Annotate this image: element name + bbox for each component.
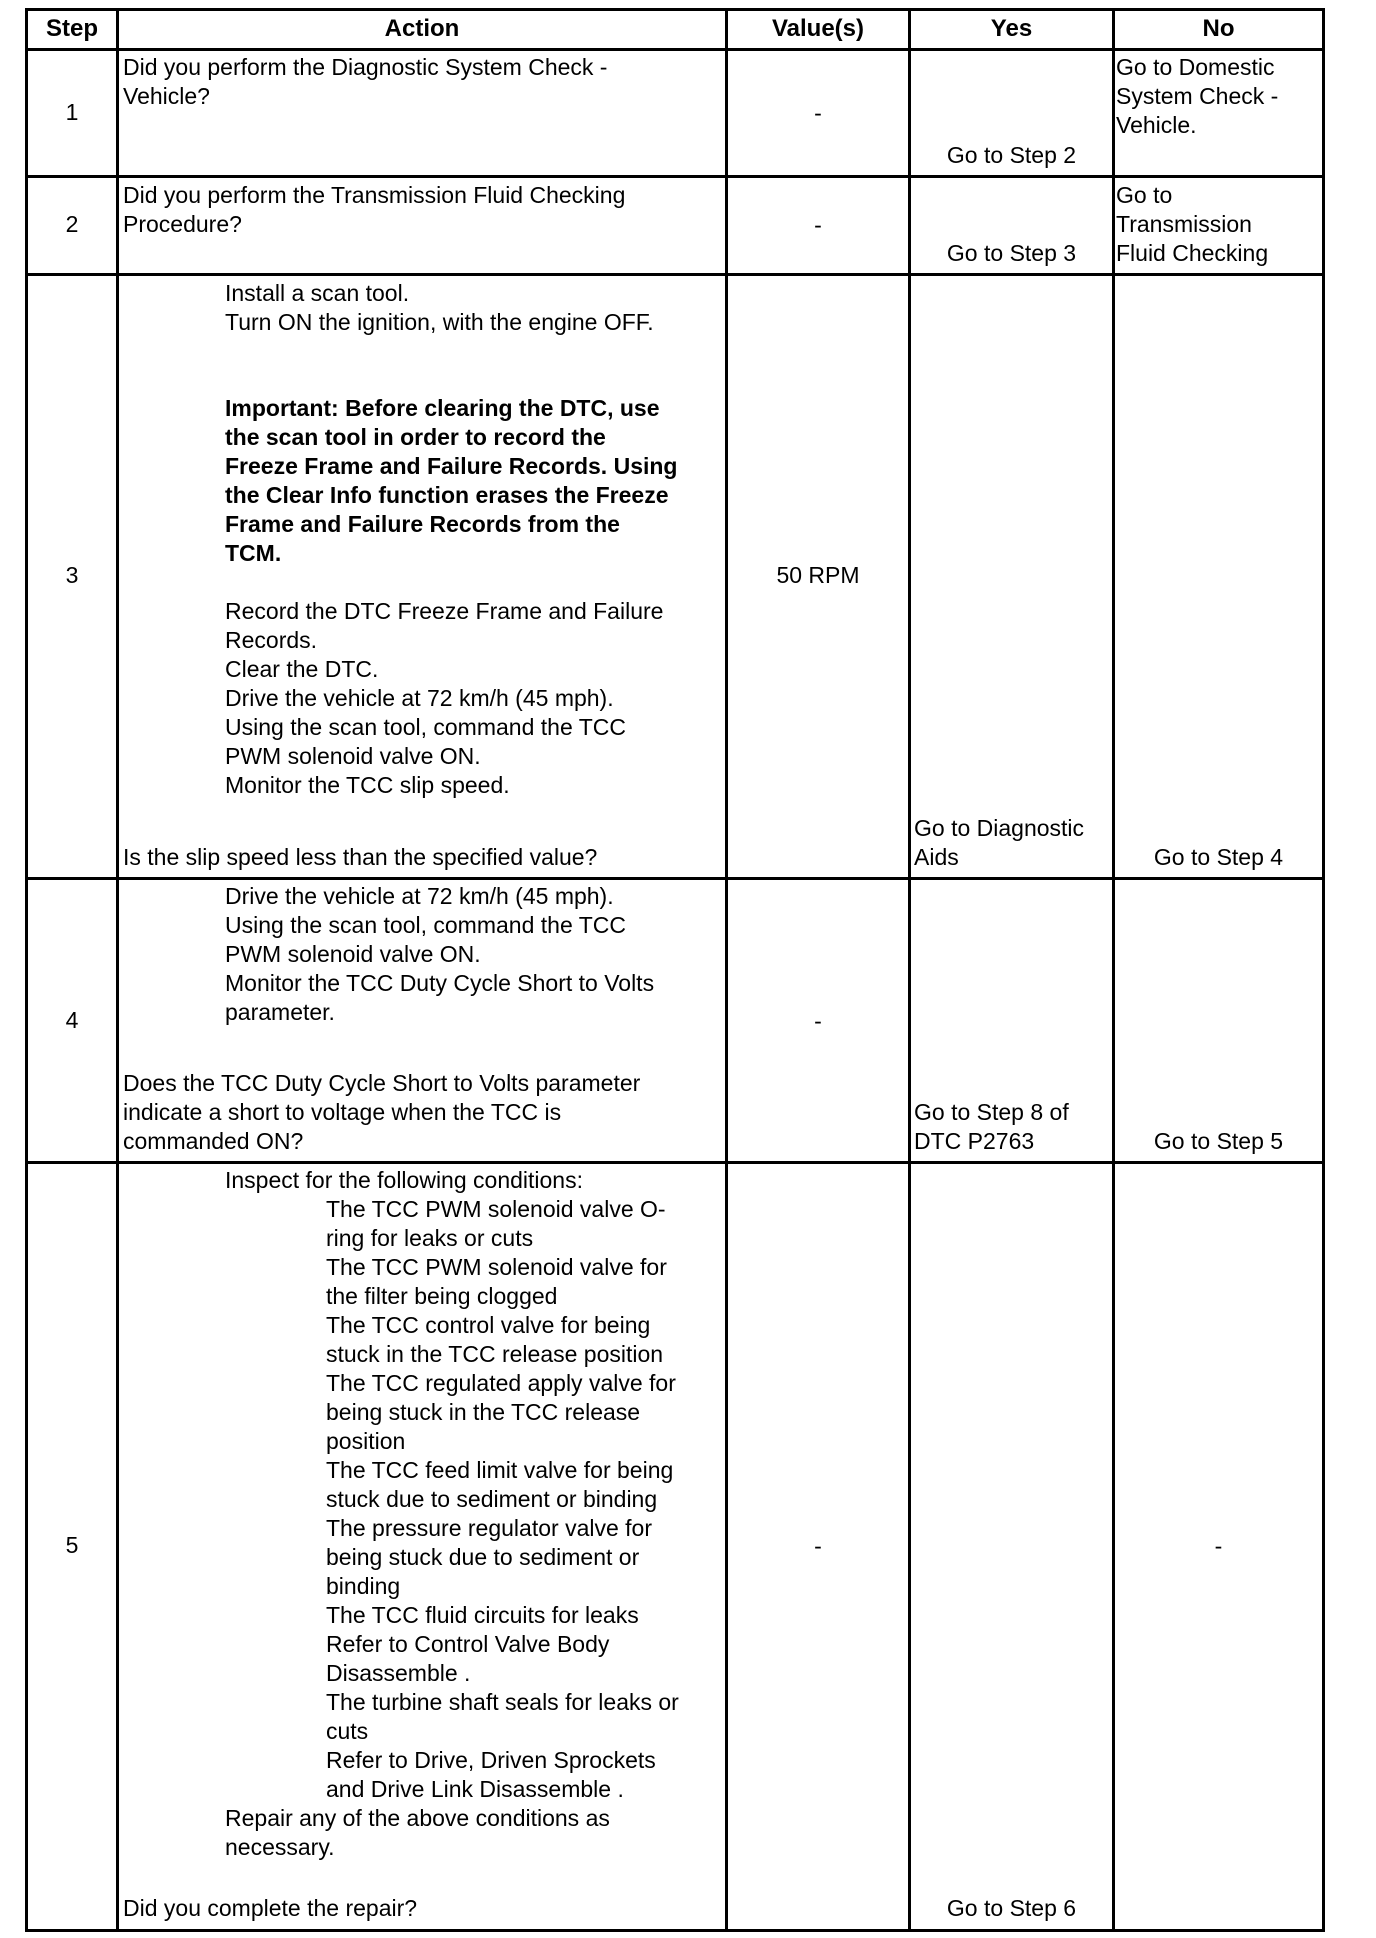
value-cell: 50 RPM: [776, 562, 860, 588]
repair-text: Repair any of the above conditions as necessary.: [225, 1805, 610, 1860]
step-number: 5: [65, 1532, 79, 1558]
value-cell: -: [814, 212, 822, 238]
diagnostic-table: [25, 8, 1325, 1932]
header-action: Action: [384, 15, 460, 42]
action-items: Install a scan tool. Turn ON the ignition, with the engine OFF.: [225, 280, 654, 335]
no-cell: Go to Domestic System Check - Vehicle.: [1116, 54, 1279, 138]
step-number: 3: [65, 562, 79, 588]
step-number: 1: [65, 99, 79, 125]
action-items: Drive the vehicle at 72 km/h (45 mph). Using the scan tool, command the TCC PWM solenoid valve ON. Monitor the TCC Duty Cycle Short to Volts parameter.: [225, 883, 655, 1025]
question-text: Is the slip speed less than the specified value?: [123, 844, 598, 870]
no-cell: Go to Step 5: [1153, 1128, 1284, 1154]
action-text: Did you perform the Diagnostic System Check - Vehicle?: [123, 54, 608, 109]
question-text: Did you complete the repair?: [123, 1895, 418, 1921]
no-cell: Go to Step 4: [1153, 844, 1284, 870]
important-note: Important: Before clearing the DTC, use the scan tool in order to record the Freeze Frame and Failure Records. Using the Clear Info function erases the Freeze Frame and Failure Records from the TCM.: [225, 395, 678, 566]
header-values: Value(s): [771, 15, 865, 42]
yes-cell: Go to Step 6: [946, 1895, 1077, 1921]
question-text: Does the TCC Duty Cycle Short to Volts parameter indicate a short to voltage when the TCC is commanded ON?: [123, 1070, 641, 1154]
action-text: Did you perform the Transmission Fluid Checking Procedure?: [123, 182, 626, 237]
no-cell: Go to Transmission Fluid Checking: [1116, 182, 1269, 266]
value-cell: -: [814, 1533, 822, 1559]
step-number: 4: [65, 1007, 79, 1033]
yes-cell: Go to Step 8 of DTC P2763: [914, 1099, 1069, 1154]
yes-cell: Go to Step 3: [946, 240, 1077, 266]
header-step: Step: [45, 15, 98, 42]
value-cell: -: [814, 1008, 822, 1034]
yes-cell: Go to Step 2: [946, 142, 1077, 168]
no-cell: -: [1214, 1533, 1223, 1559]
step-number: 2: [65, 211, 79, 237]
condition-list: The TCC PWM solenoid valve O- ring for leaks or cuts The TCC PWM solenoid valve for the filter being clogged The TCC control valve for being stuck in the TCC release position The TCC regulated apply valve for being stuck in the TCC release position The TCC feed limit valve for being stuck due to sediment or binding The pressure regulator valve for being stuck due to sediment or binding The TCC fluid circuits for leaks Refer to Control Valve Body Disassemble . The turbine shaft seals for leaks or cuts Refer to Drive, Driven Sprockets and Drive Link Disassemble .: [326, 1196, 679, 1802]
header-no: No: [1202, 15, 1235, 42]
value-cell: -: [814, 100, 822, 126]
header-yes: Yes: [990, 15, 1033, 42]
action-items: Record the DTC Freeze Frame and Failure Records. Clear the DTC. Drive the vehicle at 72 km/h (45 mph). Using the scan tool, command the TCC PWM solenoid valve ON. Monitor the TCC slip speed.: [225, 598, 664, 798]
inspect-intro: Inspect for the following conditions:: [225, 1167, 583, 1193]
yes-cell: Go to Diagnostic Aids: [914, 815, 1085, 870]
